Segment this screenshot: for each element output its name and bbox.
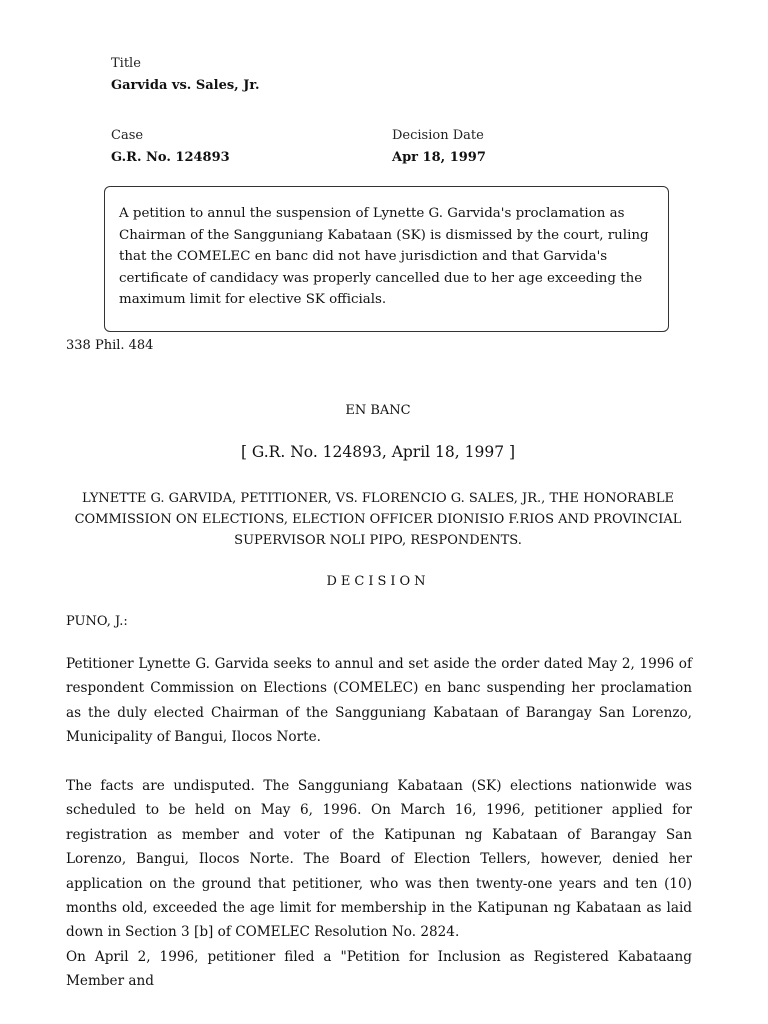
- court-division: EN BANC: [345, 403, 411, 418]
- decision-date-value: Apr 18, 1997: [392, 150, 486, 165]
- title-value: Garvida vs. Sales, Jr.: [111, 78, 260, 93]
- summary-box: [104, 186, 669, 332]
- title-label: Title: [111, 56, 141, 71]
- parties-caption: LYNETTE G. GARVIDA, PETITIONER, VS. FLORENCIO G. SALES, JR., THE HONORABLE COMMISSION ON ELECTIONS, ELECTION OFFICER DIONISIO F.RIOS AND PROVINCIAL SUPERVISOR NOLI PIPO, RESPONDENTS.: [74, 491, 682, 548]
- summary-text: A petition to annul the suspension of Lynette G. Garvida's proclamation as Chairman of the Sangguniang Kabataan (SK) is dismissed by the court, ruling that the COMELEC en banc did not have jurisdiction and that Garvida's certificate of candidacy was properly cancelled due to her age exceeding the maximum limit for elective SK officials.: [119, 206, 649, 308]
- ponente: PUNO, J.:: [66, 614, 128, 629]
- paragraph-2: The facts are undisputed. The Sangguniang Kabataan (SK) elections nationwide was scheduled to be held on May 6, 1996. On March 16, 1996, petitioner applied for registration as member and voter of the Katipunan ng Kabataan of Barangay San Lorenzo, Bangui, Ilocos Norte. The Board of Election Tellers, however, denied her application on the ground that petitioner, who was then twenty-one years and ten (10) months old, exceeded the age limit for membership in the Katipunan ng Kabataan as laid down in Section 3 [b] of COMELEC Resolution No. 2824.: [66, 778, 692, 941]
- case-label: Case: [111, 128, 144, 143]
- decision-date-label: Decision Date: [392, 128, 484, 143]
- gr-heading: [ G.R. No. 124893, April 18, 1997 ]: [240, 443, 516, 461]
- case-value: G.R. No. 124893: [111, 150, 230, 165]
- citation: 338 Phil. 484: [66, 338, 154, 353]
- paragraph-1: Petitioner Lynette G. Garvida seeks to annul and set aside the order dated May 2, 1996 of respondent Commission on Elections (COMELEC) en banc suspending her proclamation as the duly elected Chairman of the Sangguniang Kabataan of Barangay San Lorenzo, Municipality of Bangui, Ilocos Norte.: [66, 656, 692, 746]
- paragraph-3: On April 2, 1996, petitioner filed a "Petition for Inclusion as Registered Kabataang Member and: [66, 949, 692, 990]
- decision-heading: DECISION: [326, 574, 430, 589]
